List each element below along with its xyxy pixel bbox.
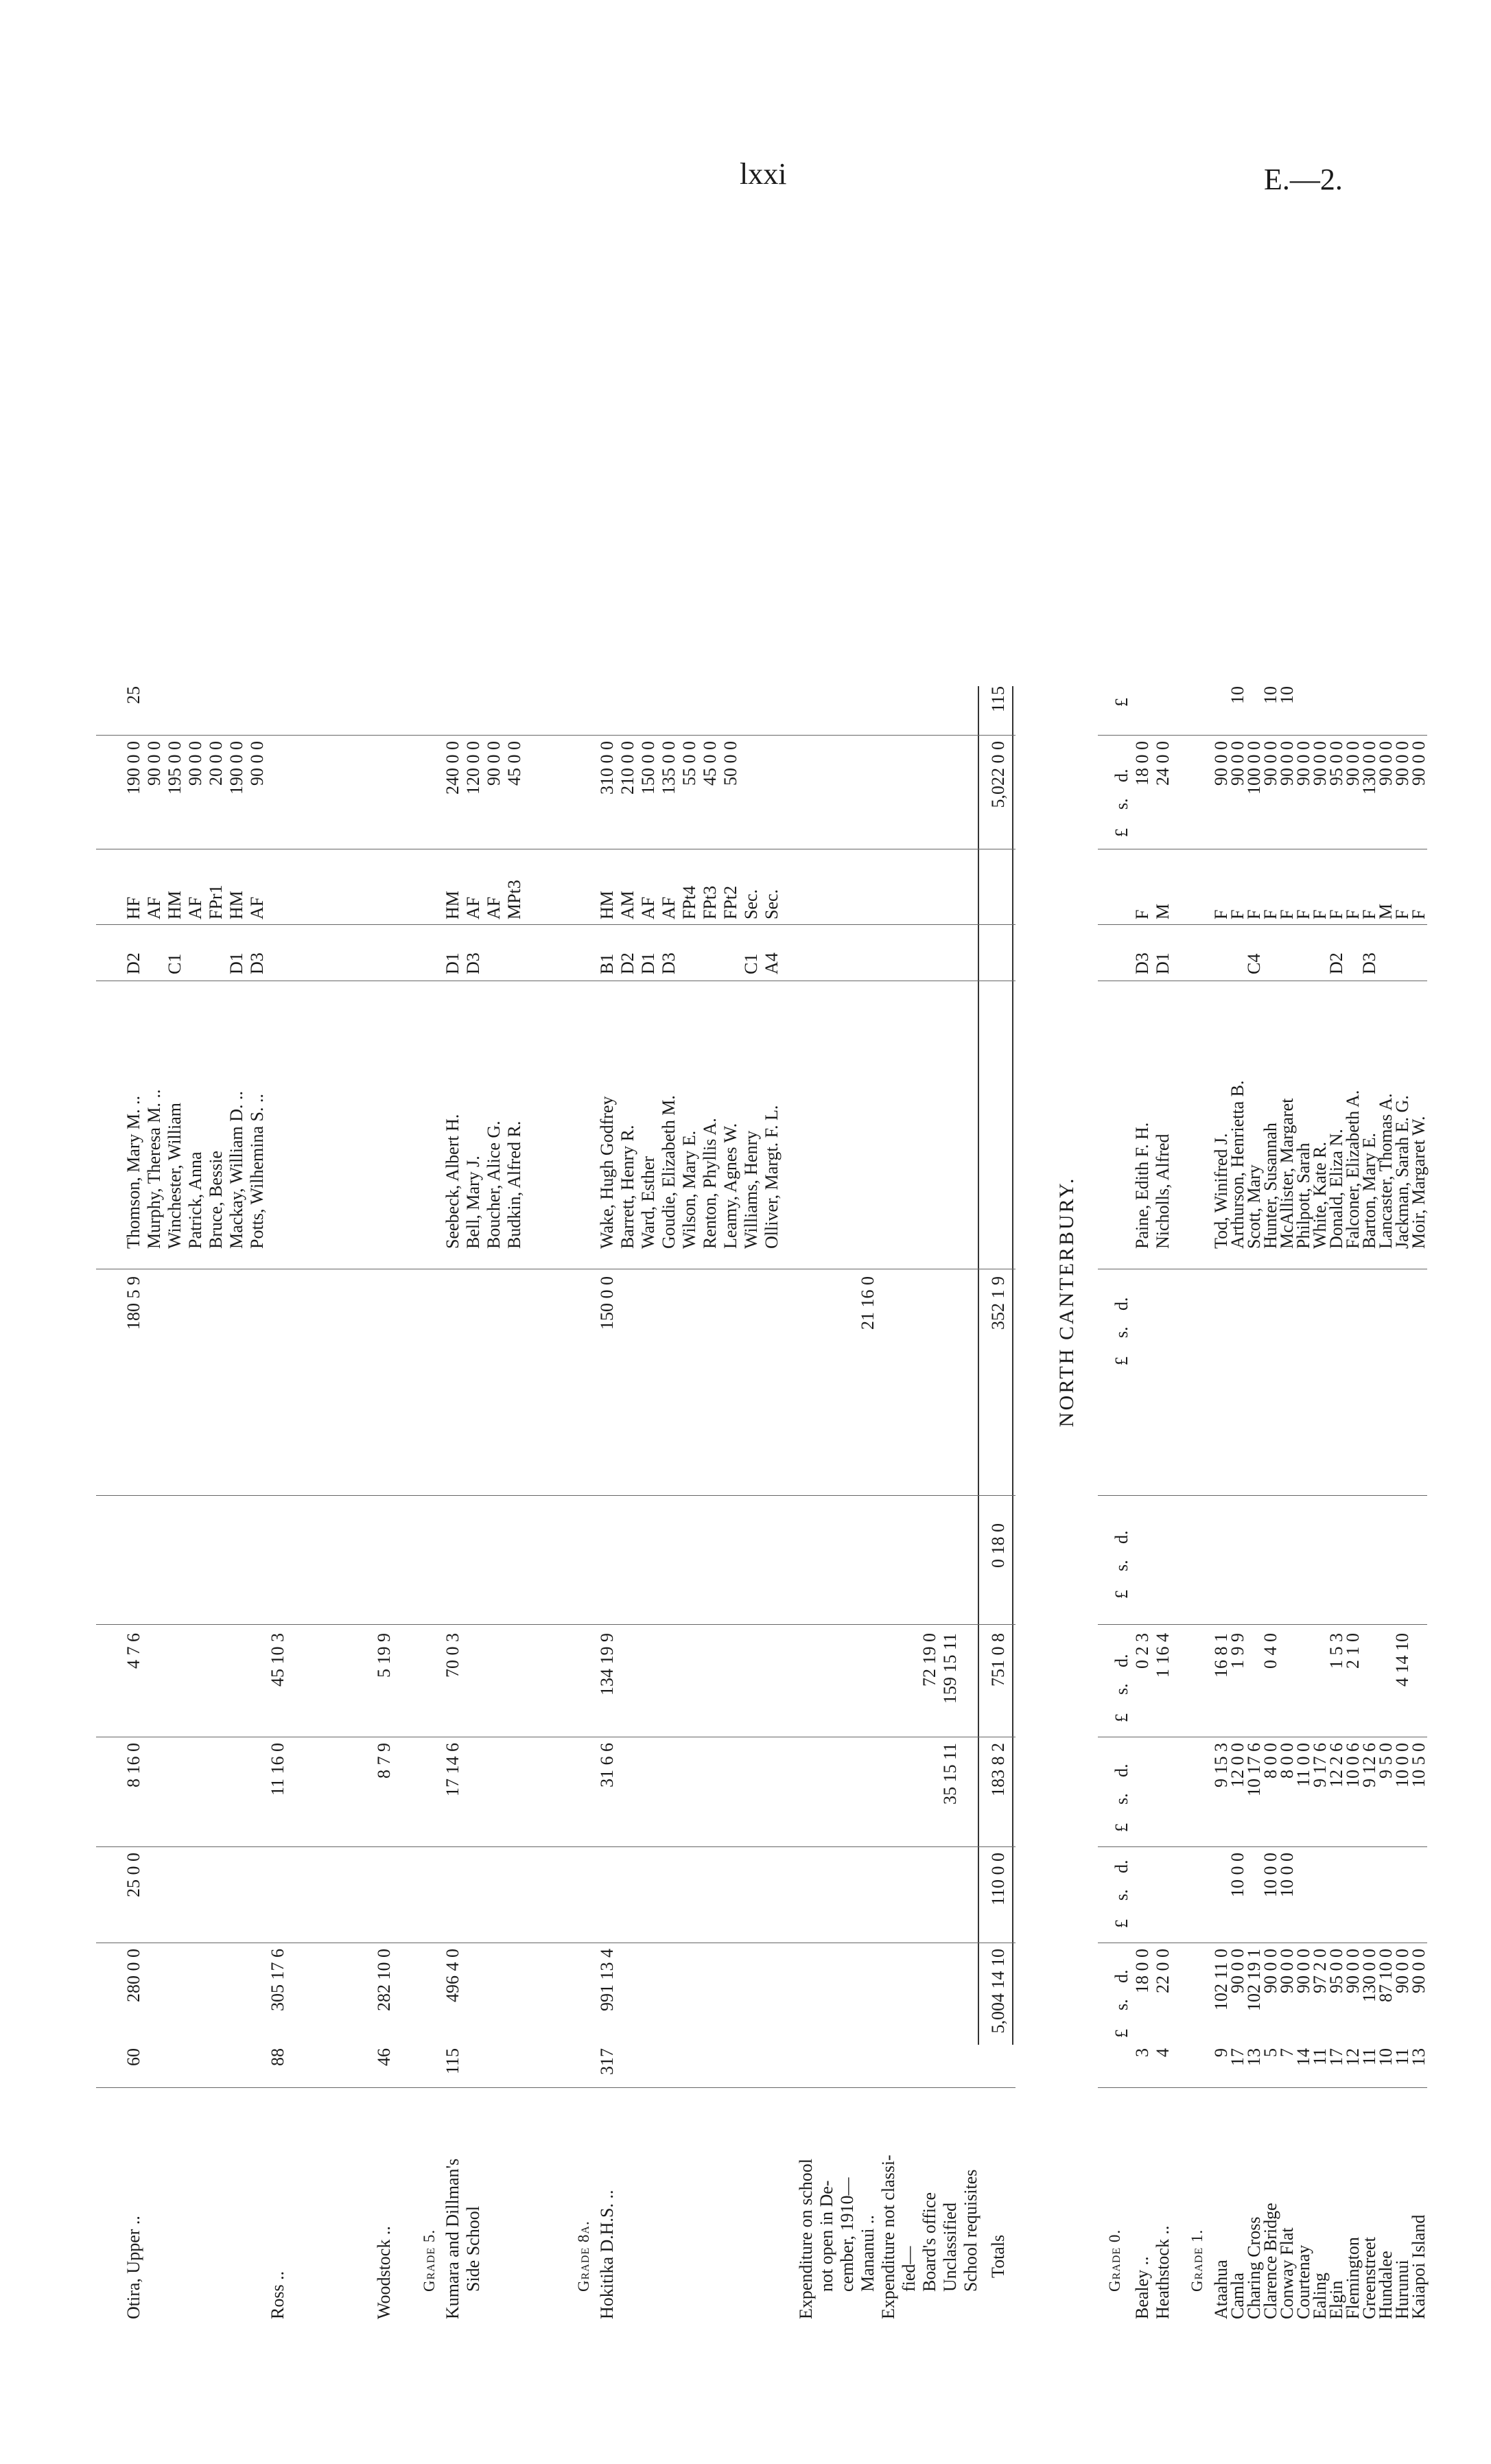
salary-value: 496 4 0 [443,1949,462,2002]
school-name: Woodstock .. [374,2226,394,2319]
page-number: lxxi [740,157,787,191]
rotated-table-page [69,130,1441,2319]
school-name: Flemington [1343,2237,1363,2319]
unit-pence: d. [1112,1763,1131,1777]
expenditure-value: 4 7 6 [124,1633,143,1669]
teacher-name: Seebeck, Albert H. [443,1114,462,1249]
teacher-salary: 90 0 0 [247,741,267,786]
teacher-position: Sec. [741,889,761,919]
allowance-value: 10 0 0 [1277,1853,1297,1897]
teacher-name: Budkin, Alfred R. [504,1120,524,1249]
teacher-position: HM [597,891,617,919]
teacher-salary: 90 0 0 [1343,741,1363,786]
teacher-position: AF [484,896,504,919]
teacher-position: HM [226,891,246,919]
expenditure-value: 9 17 6 [1310,1743,1330,1787]
teacher-position: AF [638,896,658,919]
salary-value: 22 0 0 [1153,1949,1173,1993]
column-rule [96,1624,1015,1625]
average-attendance: 17 [1326,2048,1346,2066]
school-name: Hundalee [1376,2251,1396,2319]
unit-pounds: £ [1112,1823,1131,1832]
teacher-classification: D2 [1326,952,1346,974]
teacher-salary: 95 0 0 [1326,741,1346,786]
teacher-classification: D3 [659,952,679,974]
teacher-position: M [1153,903,1173,919]
expenditure-value: 180 5 9 [124,1276,143,1330]
teacher-name: Wake, Hugh Godfrey [597,1096,617,1249]
salary-value: 90 0 0 [1392,1949,1412,1993]
teacher-classification: D3 [247,952,267,974]
column-rule [96,924,1015,925]
teacher-position: AF [185,896,205,919]
teacher-position: F [1132,909,1152,919]
expenditure-label: not open in De- [817,2180,836,2292]
teacher-name: Winchester, William [165,1103,185,1249]
teacher-name: Renton, Phyllis A. [700,1118,720,1249]
unit-pounds: £ [1112,1919,1131,1928]
teacher-name: Leamy, Agnes W. [720,1123,740,1249]
school-name: Greenstreet [1359,2237,1379,2319]
unit-pounds: £ [1112,698,1131,707]
salary-value: 90 0 0 [1260,1949,1280,1993]
expenditure-label: Mananui .. [858,2215,878,2292]
school-name: Elgin [1326,2280,1346,2319]
teacher-salary: 90 0 0 [144,741,164,786]
teacher-name: Falconer, Elizabeth A. [1343,1090,1363,1249]
teacher-name: Murphy, Theresa M. .. [144,1089,164,1249]
teacher-name: Tod, Winifred J. [1211,1133,1231,1249]
school-name: Clarence Bridge [1260,2203,1280,2319]
teacher-salary: 20 0 0 [206,741,226,786]
column-rule [96,2087,1015,2088]
teacher-salary: 24 0 0 [1153,741,1173,786]
expenditure-value: 11 16 0 [268,1743,287,1796]
total-value: 751 0 8 [988,1633,1008,1687]
unit-shillings: s. [1112,1999,1131,2010]
average-attendance: 4 [1153,2048,1173,2057]
expenditure-value: 8 7 9 [374,1743,394,1779]
expenditure-label: School requisites [961,2169,981,2292]
teacher-position: AF [463,896,483,919]
column-rule [96,735,1015,736]
average-attendance: 13 [1244,2048,1264,2066]
report-code: E.—2. [1264,163,1343,196]
teacher-position: HM [165,891,185,919]
teacher-position: MPt3 [504,880,524,919]
average-attendance: 88 [268,2048,287,2066]
teacher-position: FPt2 [720,885,740,919]
teacher-salary: 18 0 0 [1132,741,1152,786]
unit-pence: d. [1112,1297,1131,1311]
unit-pounds: £ [1112,1590,1131,1599]
teacher-salary: 90 0 0 [1409,741,1429,786]
teacher-name: Lancaster, Thomas A. [1376,1093,1396,1249]
average-attendance: 317 [597,2048,617,2075]
expenditure-value: 9 12 6 [1359,1743,1379,1787]
expenditure-value: 0 2 3 [1132,1633,1152,1669]
teacher-classification: D2 [124,952,143,974]
teacher-name: Ward, Esther [638,1155,658,1249]
expenditure-label: Unclassified [940,2203,960,2292]
teacher-classification: D1 [226,952,246,974]
teacher-name: Barton, Mary E. [1359,1133,1379,1249]
unit-pence: d. [1112,1859,1131,1873]
school-name: Ataahua [1211,2260,1231,2319]
teacher-name: Wilson, Mary E. [679,1130,699,1249]
expenditure-value: 0 4 0 [1260,1633,1280,1669]
teacher-salary: 90 0 0 [1260,741,1280,786]
teacher-name: Bruce, Bessie [206,1151,226,1249]
expenditure-value: 16 8 1 [1211,1633,1231,1678]
column-rule [1098,2087,1427,2088]
salary-value: 282 10 0 [374,1949,394,2011]
teacher-position: F [1211,909,1231,919]
school-name: Charing Cross [1244,2216,1264,2319]
teacher-position: F [1310,909,1330,919]
total-value: 5,004 14 10 [988,1949,1008,2034]
average-attendance: 14 [1293,2048,1313,2066]
teacher-salary: 90 0 0 [1228,741,1247,786]
teacher-allowance: 10 [1260,686,1280,704]
teacher-position: M [1376,903,1396,919]
teacher-position: AM [618,891,637,919]
expenditure-value: 10 5 0 [1409,1743,1429,1787]
teacher-name: Donald, Eliza N. [1326,1129,1346,1249]
teacher-classification: A4 [762,952,782,974]
expenditure-value: 12 0 0 [1228,1743,1247,1787]
teacher-position: F [1359,909,1379,919]
unit-shillings: s. [1112,1889,1131,1901]
teacher-classification: D3 [463,952,483,974]
teacher-classification: D1 [638,952,658,974]
teacher-salary: 90 0 0 [1277,741,1297,786]
expenditure-value: 9 15 3 [1211,1743,1231,1787]
salary-value: 102 11 0 [1211,1949,1231,2011]
expenditure-value: 70 0 3 [443,1633,462,1678]
expenditure-value: 10 0 6 [1343,1743,1363,1787]
average-attendance: 12 [1343,2048,1363,2066]
teacher-salary: 90 0 0 [1392,741,1412,786]
expenditure-label: cember, 1910— [837,2177,857,2292]
expenditure-value: 45 10 3 [268,1633,287,1687]
expenditure-label: Board's office [919,2192,939,2292]
teacher-position: FPt3 [700,885,720,919]
teacher-name: Boucher, Alice G. [484,1120,504,1249]
grade-heading: Grade 5. [421,2229,438,2292]
totals-label: Totals [988,2234,1008,2278]
school-name: Kaiapoi Island [1409,2214,1429,2319]
section-title: NORTH CANTERBURY. [1055,1176,1078,1427]
teacher-salary: 100 0 0 [1244,741,1264,795]
salary-value: 280 0 0 [124,1949,143,2002]
expenditure-value: 4 14 10 [1392,1633,1412,1687]
teacher-salary: 90 0 0 [484,741,504,786]
expenditure-label: Expenditure not classi- [878,2155,898,2319]
teacher-name: Williams, Henry [741,1130,761,1249]
teacher-name: White, Kate R. [1310,1142,1330,1249]
teacher-allowance: 25 [124,686,143,704]
expenditure-value: 10 0 0 [1392,1743,1412,1787]
teacher-position: F [1326,909,1346,919]
teacher-name: Patrick, Anna [185,1151,205,1249]
expenditure-value: 1 9 9 [1228,1633,1247,1669]
column-rule [1098,735,1427,736]
unit-shillings: s. [1112,1683,1131,1695]
unit-shillings: s. [1112,1793,1131,1805]
unit-pounds: £ [1112,1713,1131,1722]
teacher-position: AF [247,896,267,919]
teacher-classification: D1 [443,952,462,974]
teacher-classification: D2 [618,952,637,974]
teacher-classification: D1 [1153,952,1173,974]
school-name: Hurunui [1392,2260,1412,2319]
salary-value: 90 0 0 [1277,1949,1297,1993]
total-value: 352 1 9 [988,1276,1008,1330]
expenditure-value: 150 0 0 [597,1276,617,1330]
teacher-name: Potts, Wilhemina S. .. [247,1094,267,1249]
teacher-position: F [1244,909,1264,919]
school-name: Conway Flat [1277,2227,1297,2319]
teacher-name: Philpott, Sarah [1293,1142,1313,1249]
teacher-salary: 90 0 0 [1376,741,1396,786]
unit-pounds: £ [1112,2029,1131,2038]
salary-value: 102 19 1 [1244,1949,1264,2011]
teacher-classification: B1 [597,953,617,974]
grade-heading: Grade 8a. [575,2220,592,2292]
salary-value: 18 0 0 [1132,1949,1152,1993]
teacher-name: Moir, Margaret W. [1409,1116,1429,1249]
expenditure-value: 8 0 0 [1277,1743,1297,1779]
teacher-allowance: 10 [1277,686,1297,704]
expenditure-value: 8 0 0 [1260,1743,1280,1779]
teacher-name: Jackman, Sarah E. G. [1392,1095,1412,1249]
average-attendance: 11 [1359,2048,1379,2066]
teacher-position: HF [124,896,143,919]
totals-rule [978,686,979,1372]
teacher-name: Scott, Mary [1244,1164,1264,1249]
teacher-classification: C1 [741,953,761,974]
average-attendance: 10 [1376,2048,1396,2066]
teacher-name: Barrett, Henry R. [618,1125,637,1249]
column-rule [96,1495,1015,1496]
salary-value: 87 10 0 [1376,1949,1396,2002]
teacher-position: Sec. [762,889,782,919]
expenditure-value: 2 1 0 [1343,1633,1363,1669]
expenditure-label: fied— [899,2246,919,2292]
column-rule [1098,1846,1427,1847]
teacher-name: Arthurson, Henrietta B. [1228,1080,1247,1249]
teacher-salary: 90 0 0 [1310,741,1330,786]
unit-shillings: s. [1112,1560,1131,1571]
total-value: 0 18 0 [988,1523,1008,1568]
expenditure-value: 35 15 11 [940,1743,960,1805]
average-attendance: 11 [1310,2048,1330,2066]
teacher-classification: C4 [1244,953,1264,974]
teacher-name: Thomson, Mary M. .. [124,1095,143,1249]
teacher-position: FPr1 [206,884,226,919]
school-name: Hokitika D.H.S. .. [597,2190,617,2319]
teacher-allowance: 10 [1228,686,1247,704]
teacher-salary: 55 0 0 [679,741,699,786]
teacher-name: Paine, Edith F. H. [1132,1122,1152,1249]
school-name: Kumara and Dillman's [443,2158,462,2319]
column-rule [1098,924,1427,925]
teacher-salary: 195 0 0 [165,741,185,795]
teacher-position: F [1228,909,1247,919]
unit-shillings: s. [1112,1326,1131,1338]
teacher-position: HM [443,891,462,919]
expenditure-value: 8 16 0 [124,1743,143,1787]
teacher-position: F [1260,909,1280,919]
average-attendance: 9 [1211,2048,1231,2057]
teacher-salary: 190 0 0 [226,741,246,795]
teacher-salary: 310 0 0 [597,741,617,795]
teacher-classification: D3 [1359,952,1379,974]
school-name: Ross .. [268,2271,287,2319]
teacher-salary: 190 0 0 [124,741,143,795]
teacher-name: Goudie, Elizabeth M. [659,1095,679,1249]
school-name: Camla [1228,2273,1247,2319]
column-rule [1098,1624,1427,1625]
teacher-name: Nicholls, Alfred [1153,1134,1173,1249]
unit-pence: d. [1112,768,1131,782]
expenditure-value: 9 5 0 [1376,1743,1396,1779]
teacher-salary: 50 0 0 [720,741,740,786]
salary-value: 97 2 0 [1310,1949,1330,1993]
column-rule [96,1846,1015,1847]
total-value: 183 8 2 [988,1743,1008,1796]
teacher-salary: 90 0 0 [1293,741,1313,786]
unit-pence: d. [1112,1530,1131,1544]
teacher-position: F [1392,909,1412,919]
teacher-salary: 120 0 0 [463,741,483,795]
teacher-position: F [1277,909,1297,919]
total-value: 5,022 0 0 [988,741,1008,808]
salary-value: 95 0 0 [1326,1949,1346,1993]
salary-value: 305 17 6 [268,1949,287,2011]
school-name: Otira, Upper .. [124,2216,143,2319]
average-attendance: 13 [1409,2048,1429,2066]
totals-rule [1012,686,1013,1372]
unit-shillings: s. [1112,798,1131,810]
teacher-salary: 45 0 0 [504,741,524,786]
unit-pounds: £ [1112,828,1131,837]
expenditure-value: 72 19 0 [919,1633,939,1687]
expenditure-value: 12 2 6 [1326,1743,1346,1787]
average-attendance: 5 [1260,2048,1280,2057]
expenditure-value: 21 16 0 [858,1276,878,1330]
teacher-classification: C1 [165,953,185,974]
average-attendance: 3 [1132,2048,1152,2057]
school-name: Heathstock .. [1153,2225,1173,2319]
teacher-salary: 90 0 0 [1211,741,1231,786]
teacher-salary: 90 0 0 [185,741,205,786]
teacher-salary: 150 0 0 [638,741,658,795]
average-attendance: 60 [124,2048,143,2066]
teacher-name: Mackay, William D. .. [226,1090,246,1249]
total-value: 115 [988,686,1008,713]
teacher-salary: 240 0 0 [443,741,462,795]
expenditure-value: 5 19 9 [374,1633,394,1678]
teacher-position: FPt4 [679,885,699,919]
teacher-position: F [1343,909,1363,919]
teacher-position: F [1293,909,1313,919]
allowance-value: 10 0 0 [1228,1853,1247,1897]
average-attendance: 7 [1277,2048,1297,2057]
expenditure-value: 10 17 6 [1244,1743,1264,1796]
teacher-salary: 210 0 0 [618,741,637,795]
total-value: 110 0 0 [988,1853,1008,1906]
salary-value: 90 0 0 [1293,1949,1313,1993]
salary-value: 991 13 4 [597,1949,617,2011]
average-attendance: 46 [374,2048,394,2066]
teacher-classification: D3 [1132,952,1152,974]
allowance-value: 25 0 0 [124,1853,143,1897]
teacher-position: AF [144,896,164,919]
teacher-name: Bell, Mary J. [463,1155,483,1249]
expenditure-value: 11 0 0 [1293,1743,1313,1787]
expenditure-value: 1 5 3 [1326,1633,1346,1669]
salary-value: 90 0 0 [1409,1949,1429,1993]
expenditure-label: Expenditure on school [796,2159,816,2319]
average-attendance: 11 [1392,2048,1412,2066]
column-rule [1098,1495,1427,1496]
salary-value: 90 0 0 [1343,1949,1363,1993]
school-name: Courtenay [1293,2244,1313,2319]
school-name: Bealey .. [1132,2256,1152,2319]
unit-pence: d. [1112,1969,1131,1983]
teacher-name: Olliver, Margt. F. L. [762,1105,782,1249]
expenditure-value: 31 6 6 [597,1743,617,1787]
teacher-position: F [1409,909,1429,919]
teacher-name: Hunter, Susannah [1260,1123,1280,1249]
salary-value: 90 0 0 [1228,1949,1247,1993]
expenditure-value: 159 15 11 [940,1633,960,1704]
allowance-value: 10 0 0 [1260,1853,1280,1897]
teacher-salary: 45 0 0 [700,741,720,786]
teacher-salary: 130 0 0 [1359,741,1379,795]
expenditure-value: 17 14 6 [443,1743,462,1796]
unit-pence: d. [1112,1654,1131,1667]
expenditure-value: 1 16 4 [1153,1633,1173,1678]
average-attendance: 115 [443,2048,462,2075]
expenditure-value: 134 19 9 [597,1633,617,1696]
teacher-name: McAllister, Margaret [1277,1098,1297,1249]
grade-heading: Grade 0. [1106,2229,1123,2292]
teacher-salary: 135 0 0 [659,741,679,795]
average-attendance: 17 [1228,2048,1247,2066]
teacher-position: AF [659,896,679,919]
unit-pounds: £ [1112,1357,1131,1365]
salary-value: 130 0 0 [1359,1949,1379,2002]
grade-heading: Grade 1. [1188,2229,1206,2292]
school-name: Side School [463,2206,483,2292]
school-name: Ealing [1310,2273,1330,2319]
